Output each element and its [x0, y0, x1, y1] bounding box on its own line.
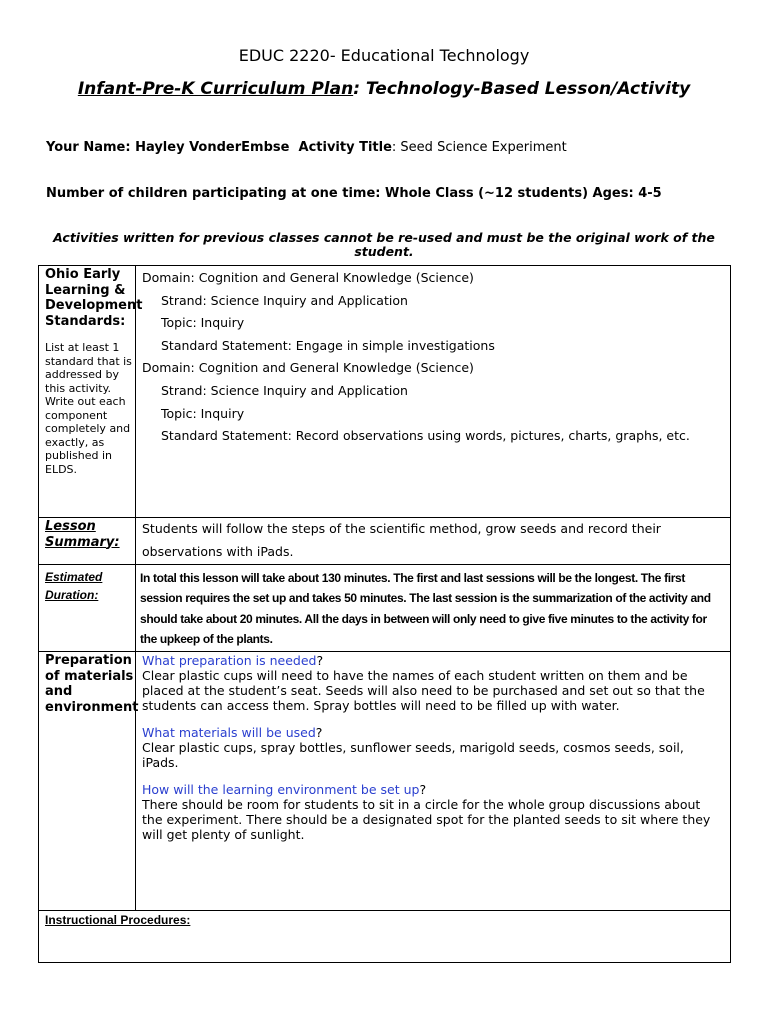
standards-label: [39, 266, 143, 476]
plan-title-rest: : Technology-Based Lesson/Activity: [353, 79, 691, 99]
environment-question: How will the learning environment be set up: [142, 782, 420, 797]
standards-label-text: Ohio Early Learning & Development Standards:: [45, 267, 143, 329]
activity-title-value: : Seed Science Experiment: [391, 140, 567, 155]
standards-instructions: List at least 1 standard that is addressed by this activity. Write out each component completely and exactly, as published in ELDS.: [45, 341, 132, 476]
plan-title-main: Infant-Pre-K Curriculum Plan: [77, 79, 354, 99]
plan-title: [0, 79, 768, 99]
course-title: EDUC 2220- Educational Technology: [238, 46, 530, 65]
summary-text: Students will follow the steps of the scientific method, grow seeds and record their observations with iPads.: [142, 521, 661, 559]
name-activity-row: [46, 140, 567, 155]
summary-row: [39, 518, 731, 565]
materials-question: What materials will be used: [142, 725, 316, 740]
instructional-row: [39, 911, 731, 963]
standard-statement: Standard Statement: Record observations using words, pictures, charts, graphs, etc.: [161, 428, 690, 444]
question-mark: ?: [315, 725, 323, 740]
standards-list: [136, 266, 730, 449]
duration-content-cell: [136, 565, 731, 652]
environment-answer: There should be room for students to sit in a circle for the whole group discussions about the experiment. There should be a designated spot for the planted seeds to sit where they will get plenty of sunlight.: [142, 797, 711, 842]
originality-notice: Activities written for previous classes cannot be re-used and must be the original work of the student.: [53, 230, 715, 259]
standard-strand: Strand: Science Inquiry and Application: [161, 382, 408, 398]
preparation-answer: Clear plastic cups will need to have the names of each student written on them and be placed at the student’s seat. Seeds will also need to be purchased and set out so that the students can access them. Spray bottles will need to be filled up with water.: [142, 668, 705, 713]
duration-label: Estimated Duration:: [45, 570, 103, 602]
preparation-content: [136, 652, 730, 843]
standard-strand: Strand: Science Inquiry and Application: [161, 292, 408, 308]
duration-row: [39, 565, 731, 652]
preparation-question: What preparation is needed: [142, 653, 317, 668]
instructional-label: Instructional Procedures:: [45, 913, 191, 927]
duration-text: In total this lesson will take about 130 minutes. The first and last sessions will be the longest. The first session requires the set up and takes 50 minutes. The last session is the summarization of the activity and should take about 20 minutes. All the days in between will only need to give five minutes to the activity for the upkeep of the plants.: [140, 571, 711, 646]
preparation-content-cell: [136, 652, 731, 911]
summary-content-cell: [136, 518, 731, 565]
standards-content-cell: [136, 266, 731, 518]
standard-topic: Topic: Inquiry: [161, 405, 245, 421]
children-ages-row: Number of children participating at one time: Whole Class (~12 students) Ages: 4-5: [46, 186, 662, 201]
student-name: Your Name: Hayley VonderEmbse: [46, 140, 290, 155]
materials-answer: Clear plastic cups, spray bottles, sunflower seeds, marigold seeds, cosmos seeds, soil, iPads.: [142, 740, 684, 770]
standards-label-cell: [39, 266, 143, 518]
activity-title-label: Activity Title: [298, 140, 392, 155]
standard-domain: Domain: Cognition and General Knowledge (Science): [142, 270, 474, 285]
lesson-plan-table: [38, 265, 731, 963]
question-mark: ?: [316, 653, 324, 668]
instructional-cell: [39, 911, 731, 963]
standards-row: [39, 266, 731, 518]
standard-topic: Topic: Inquiry: [161, 315, 245, 331]
duration-label-cell: [39, 565, 136, 652]
question-mark: ?: [419, 782, 427, 797]
standard-domain: Domain: Cognition and General Knowledge (Science): [142, 360, 474, 376]
summary-label: Lesson Summary:: [45, 519, 120, 550]
preparation-row: [39, 652, 731, 911]
summary-label-cell: [39, 518, 136, 565]
preparation-label-cell: [39, 652, 139, 911]
standard-statement: Standard Statement: Engage in simple investigations: [161, 337, 495, 353]
preparation-label: Preparation of materials and environment: [45, 653, 139, 715]
